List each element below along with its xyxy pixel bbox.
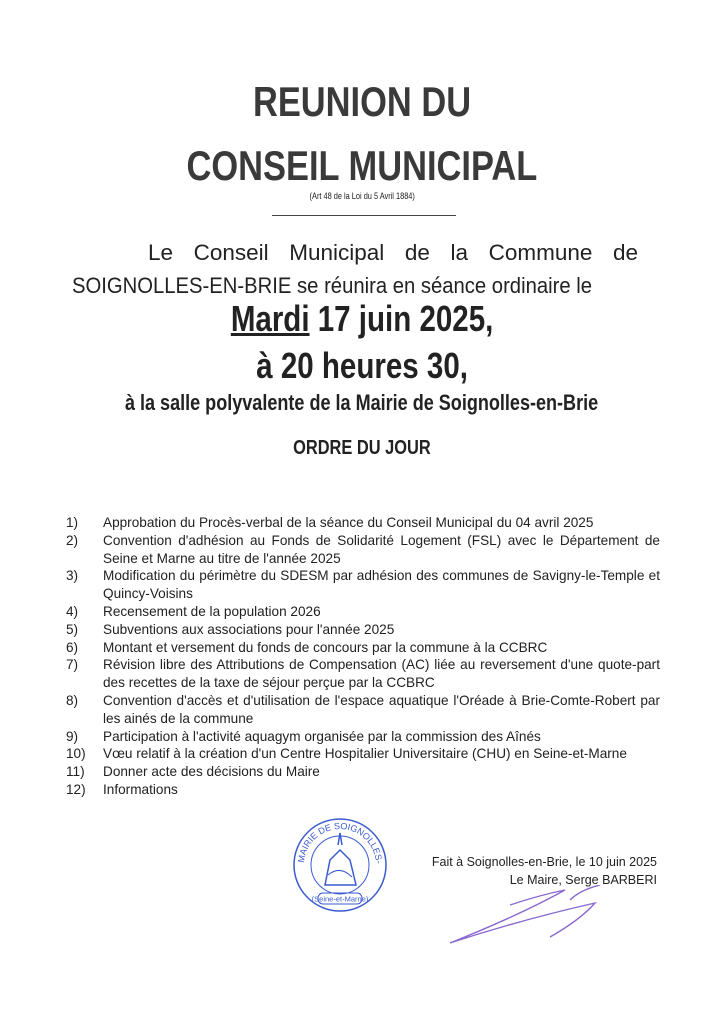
agenda-item-number: 4) [66, 603, 79, 619]
agenda-item [66, 656, 660, 692]
agenda-item-text: Approbation du Procès-verbal de la séance du Conseil Municipal du 04 avril 2025 [103, 515, 594, 530]
agenda-item-number: 5) [66, 621, 79, 637]
agenda-title-text: ORDRE DU JOUR [293, 437, 431, 459]
meeting-date [0, 298, 724, 340]
agenda-item-text: Montant et versement du fonds de concours par la commune à la CCBRC [103, 639, 548, 655]
agenda-item-text: Participation à l'activité aquagym organisée par la commission des Aînés [103, 728, 541, 744]
agenda-item [66, 567, 660, 603]
agenda-item-text: Convention d'accès et d'utilisation de l'espace aquatique l'Oréade à Brie-Comte-Robert par les ainés de la commune [103, 692, 660, 726]
meeting-place [0, 390, 724, 416]
agenda-item [66, 639, 660, 657]
meeting-date-text: 17 juin 2025, [309, 298, 494, 339]
handwritten-signature [440, 885, 610, 955]
title-text: CONSEIL MUNICIPAL [186, 142, 538, 189]
agenda-item-number: 2) [66, 532, 79, 548]
announcement-line-2-text: SOIGNOLLES-EN-BRIE se réunira en séance ordinaire le [72, 273, 592, 298]
legal-reference-text: (Art 48 de la Loi du 5 Avril 1884) [309, 191, 415, 201]
meeting-day: Mardi [230, 298, 310, 339]
agenda-item-text: Vœu relatif à la création d'un Centre Hospitalier Universitaire (CHU) en Seine-et-Marne [103, 746, 627, 762]
agenda-item-text: Révision libre des Attributions de Compensation (AC) liée au reversement d'une quote-part des recettes de la taxe de séjour perçue par la CCBRC [103, 657, 660, 691]
svg-text:MAIRIE DE SOIGNOLLES-EN-BRIE: MAIRIE DE SOIGNOLLES- [295, 820, 384, 865]
meeting-time [0, 345, 724, 387]
meeting-place-text: à la salle polyvalente de la Mairie de Soignolles-en-Brie [125, 390, 599, 415]
agenda-list [66, 514, 660, 799]
agenda-item-number: 9) [66, 728, 79, 744]
agenda-item [66, 603, 660, 621]
agenda-item-number: 12) [66, 781, 86, 797]
agenda-item-text: Informations [103, 781, 178, 797]
title-text: REUNION DU [252, 78, 472, 125]
mairie-stamp [290, 815, 390, 915]
agenda-item-text: Modification du périmètre du SDESM par adhésion des communes de Savigny-le-Temple et Quincy-Voisins [103, 568, 660, 602]
svg-text:(Seine-et-Marne): (Seine-et-Marne) [311, 894, 369, 904]
divider [272, 215, 456, 216]
agenda-item [66, 745, 660, 763]
agenda-item [66, 763, 660, 781]
agenda-item [66, 621, 660, 639]
agenda-item-number: 1) [66, 515, 79, 530]
agenda-item-text: Recensement de la population 2026 [103, 603, 321, 619]
title-line-1 [0, 78, 724, 126]
stamp-seal-icon [290, 815, 390, 915]
agenda-item-number: 3) [66, 568, 79, 584]
agenda-item-number: 11) [66, 764, 85, 780]
agenda-item [66, 532, 660, 568]
agenda-title [0, 437, 724, 460]
signature-place-date: Fait à Soignolles-en-Brie, le 10 juin 2025 [431, 855, 657, 869]
agenda-item-number: 6) [66, 639, 79, 655]
agenda-item [66, 692, 660, 728]
agenda-item-text: Subventions aux associations pour l'année 2025 [103, 621, 395, 637]
agenda-item-number: 10) [66, 746, 86, 762]
announcement-line-1: Le Conseil Municipal de la Commune de [148, 240, 638, 265]
title-line-2 [0, 142, 724, 190]
signatory: Le Maire, Serge BARBERI [509, 873, 657, 887]
agenda-item-text: Convention d'adhésion au Fonds de Solidarité Logement (FSL) avec le Département de Seine et Marne au titre de l'année 2025 [103, 532, 660, 566]
agenda-item [66, 781, 660, 799]
legal-reference [0, 191, 724, 201]
agenda-item [66, 728, 660, 746]
agenda-item-number: 7) [66, 657, 79, 673]
agenda-item-text: Donner acte des décisions du Maire [103, 764, 320, 780]
agenda-item-number: 8) [66, 692, 79, 708]
meeting-time-text: à 20 heures 30, [256, 345, 468, 386]
agenda-item [66, 514, 660, 532]
